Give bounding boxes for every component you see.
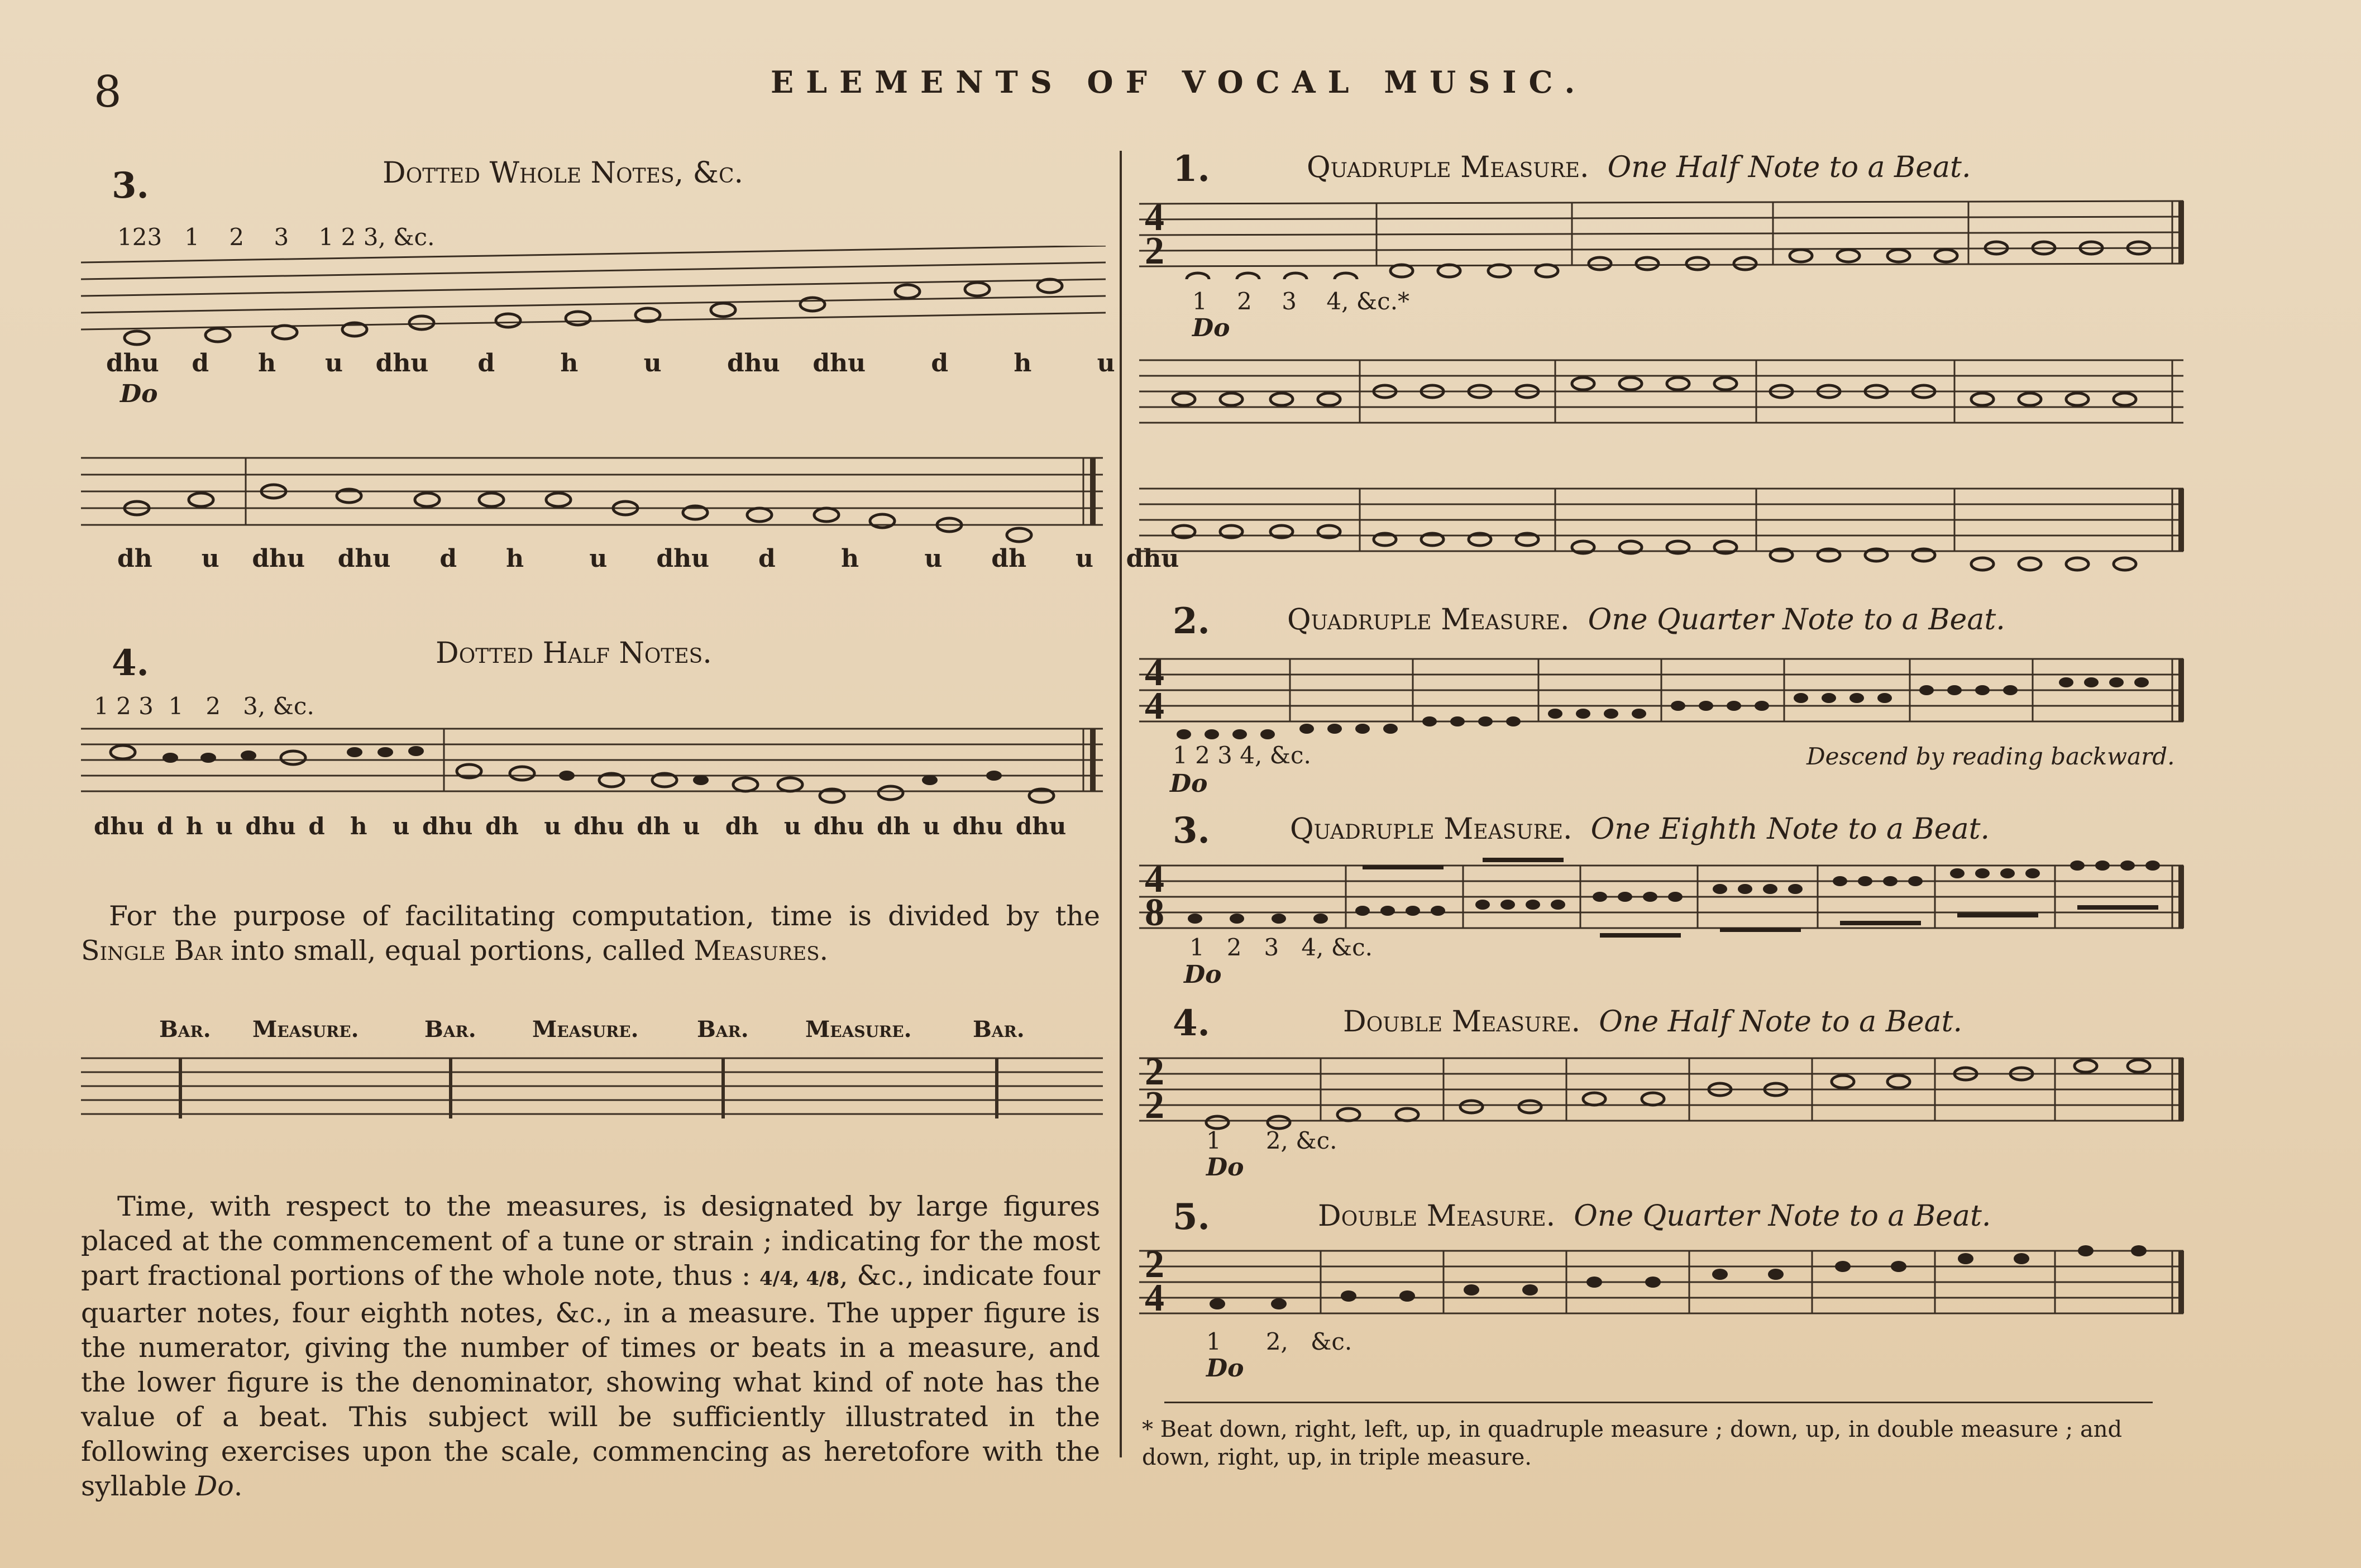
right-ex3-title-b: One Eighth Note to a Beat.	[1590, 812, 1990, 846]
para1-single-bar: Single Bar	[81, 935, 223, 967]
right-ex1-staff-3	[1139, 480, 2189, 575]
right-ex5-timesig-bottom: 4	[1145, 1277, 1164, 1320]
left-ex3-do: Do	[120, 380, 158, 408]
right-ex1-title-a: Quadruple Measure.	[1307, 151, 1589, 184]
left-ex4-staff	[81, 718, 1106, 810]
para2-fractions: 4/4, 4/8	[759, 1268, 840, 1290]
left-ex3-staff-2	[81, 447, 1106, 547]
left-ex3-syllables-1: dhu d h u dhu d h u dhu dhu d h u	[106, 349, 1115, 377]
right-ex3-do: Do	[1184, 960, 1222, 989]
right-ex1-title-b: One Half Note to a Beat.	[1607, 151, 1971, 184]
left-ex4-number: 4.	[112, 642, 149, 684]
right-ex5-title	[1318, 1199, 1991, 1233]
right-ex2-timesig-top: 4	[1145, 651, 1164, 694]
right-ex4-do: Do	[1206, 1153, 1244, 1182]
right-ex3-timesig-top: 4	[1145, 858, 1164, 901]
left-ex3-staff-1	[81, 246, 1106, 357]
bar-label-2: Bar.	[424, 1016, 476, 1043]
right-ex2-hint: Descend by reading backward.	[1806, 743, 2175, 770]
right-ex5-title-a: Double Measure.	[1318, 1199, 1556, 1233]
running-head: ELEMENTS OF VOCAL MUSIC.	[771, 64, 1588, 100]
right-ex4-title-a: Double Measure.	[1343, 1005, 1581, 1039]
right-ex2-title-a: Quadruple Measure.	[1287, 603, 1570, 637]
measure-label-2: Measure.	[532, 1016, 639, 1043]
bar-label-4: Bar.	[973, 1016, 1025, 1043]
measure-label-3: Measure.	[805, 1016, 912, 1043]
right-ex4-timesig-top: 2	[1145, 1050, 1164, 1093]
bar-label-3: Bar.	[697, 1016, 749, 1043]
para1-text-a: For the purpose of facilitating computation, time is divided by the	[109, 900, 1100, 932]
right-ex4-staff	[1139, 1050, 2189, 1139]
right-ex1-timesig-top: 4	[1145, 196, 1164, 239]
left-ex4-title: Dotted Half Notes.	[436, 637, 712, 670]
para2-do: Do	[195, 1470, 234, 1502]
right-ex3-title	[1290, 812, 1990, 846]
page-number: 8	[94, 67, 122, 117]
right-ex2-timesig-bottom: 4	[1145, 685, 1164, 728]
left-ex3-beats: 123 1 2 3 1 2 3, &c.	[117, 223, 435, 251]
bar-label-1: Bar.	[159, 1016, 211, 1043]
right-ex1-number: 1.	[1173, 148, 1210, 190]
right-ex3-timesig-bottom: 8	[1145, 891, 1164, 934]
right-ex2-title-b: One Quarter Note to a Beat.	[1588, 603, 2005, 637]
para1-measures: Measures	[694, 935, 820, 967]
footnote: * Beat down, right, left, up, in quadruple measure ; down, up, in double measure ; and down, right, up, in triple measure.	[1142, 1417, 2123, 1470]
left-ex3-number: 3.	[112, 165, 149, 207]
para2-text-b: , &c., indicate four quarter notes, four eighth notes, &c., in a measure. The upper figure is the numerator, giving the number of times or beats in a measure, and the lower figure is the denominator, showing what kind of note has the value of a beat. This subject will be sufficiently illustrated in the following exercises upon the scale, commencing as heretofore with the syllable	[81, 1260, 1101, 1502]
right-ex5-title-b: One Quarter Note to a Beat.	[1574, 1199, 1991, 1233]
left-ex3-syllables-2: dh u dhu dhu d h u dhu d h u dh u dhu	[117, 544, 1179, 573]
right-ex1-staff-1	[1139, 195, 2189, 279]
column-divider	[1120, 151, 1122, 1457]
right-ex3-number: 3.	[1173, 810, 1210, 852]
right-ex3-staff	[1139, 857, 2189, 946]
right-ex1-title	[1307, 151, 1971, 184]
paragraph-time-signature	[81, 1189, 1100, 1504]
footnote-rule	[1164, 1402, 2153, 1403]
left-ex4-syllables: dhu d h u dhu d h u dhu dh u dhu dh u dh u dhu dh u dhu dhu	[94, 812, 1067, 840]
right-ex2-title	[1287, 603, 2005, 637]
right-ex4-timesig-bottom: 2	[1145, 1084, 1164, 1127]
right-ex2-beats: 1 2 3 4, &c.	[1173, 742, 1311, 769]
right-ex3-title-a: Quadruple Measure.	[1290, 812, 1573, 846]
right-ex4-beats: 1 2, &c.	[1206, 1127, 1337, 1154]
right-ex5-do: Do	[1206, 1354, 1244, 1383]
para2-text-a: Time, with respect to the measures, is designated by large figures placed at the commencement of a tune or strain ; indicating for the most part fractional portions of the whole note, thus :	[81, 1191, 1100, 1292]
right-ex5-timesig-top: 2	[1145, 1243, 1164, 1286]
measure-label-1: Measure.	[252, 1016, 359, 1043]
right-ex2-staff	[1139, 651, 2189, 740]
para1-text-b: into small, equal portions, called	[222, 935, 694, 967]
right-ex4-number: 4.	[1173, 1002, 1210, 1044]
right-ex3-beats: 1 2 3 4, &c.	[1189, 934, 1373, 961]
right-ex4-title	[1343, 1005, 1962, 1039]
right-ex5-beats: 1 2, &c.	[1206, 1328, 1352, 1355]
right-ex1-timesig-bottom: 2	[1145, 230, 1164, 273]
right-ex1-beats: 1 2 3 4, &c.*	[1192, 288, 1410, 315]
paragraph-measures	[81, 899, 1100, 968]
right-ex1-staff-2	[1139, 352, 2189, 436]
para2-text-c: .	[233, 1470, 243, 1502]
left-ex3-title: Dotted Whole Notes, &c.	[383, 156, 744, 190]
right-ex4-title-b: One Half Note to a Beat.	[1599, 1005, 1963, 1039]
right-ex5-staff	[1139, 1242, 2189, 1332]
right-ex2-do: Do	[1170, 769, 1208, 798]
measure-diagram-staff	[81, 1053, 1106, 1125]
right-ex5-number: 5.	[1173, 1196, 1210, 1238]
right-ex2-number: 2.	[1173, 600, 1210, 642]
left-ex4-beats: 1 2 3 1 2 3, &c.	[94, 692, 314, 720]
para1-text-c: .	[819, 935, 829, 967]
right-ex1-do: Do	[1192, 314, 1230, 342]
